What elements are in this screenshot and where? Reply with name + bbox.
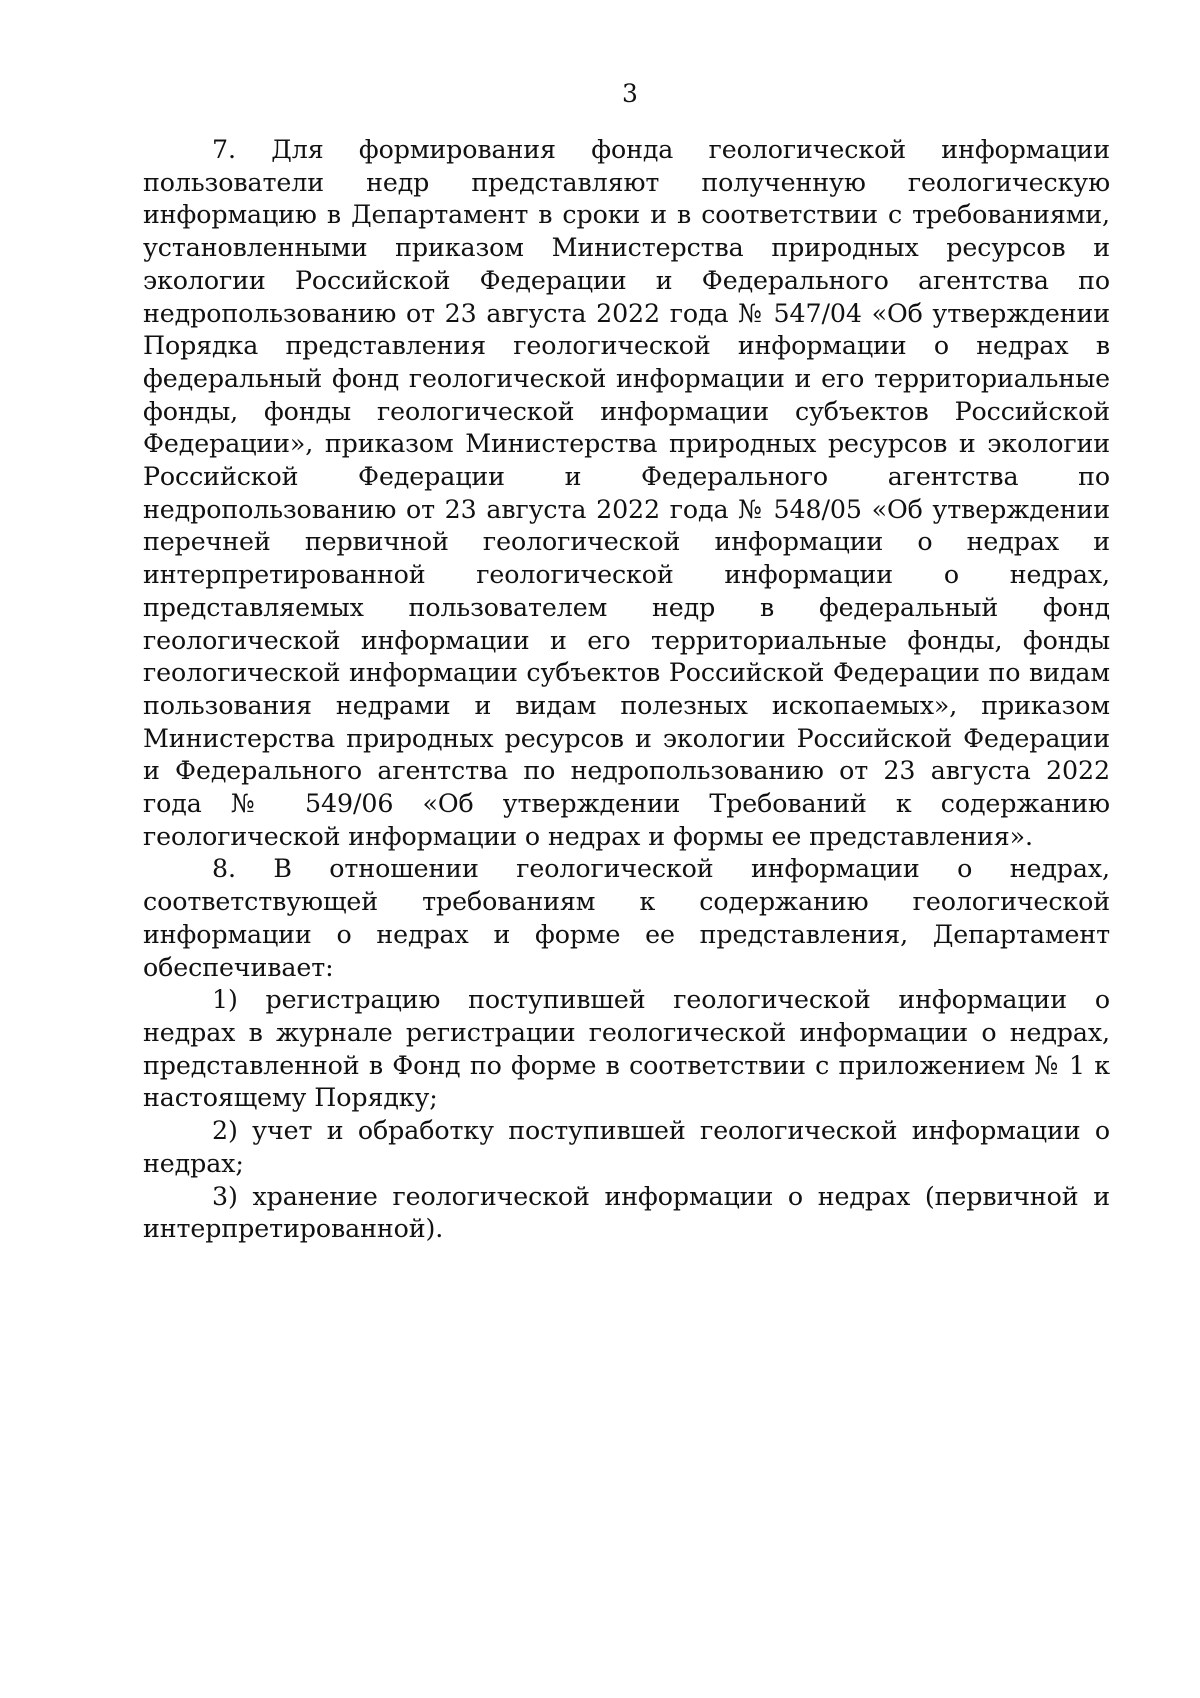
list-item-1: 1) регистрацию поступившей геологической информации о недрах в журнале регистрации геологической информации о недрах, представленной в Фонд по форме в соответствии с приложением № 1 к настоящему Порядку;	[143, 985, 1110, 1113]
paragraph-7: 7. Для формирования фонда геологической информации пользователи недр представляют полученную геологическую информацию в Департамент в сроки и в соответствии с требованиями, установленными приказом Министерства природных ресурсов и экологии Российской Федерации и Федерального агентства по недропользованию от 23 августа 2022 года № 547/04 «Об утверждении Порядка представления геологической информации о недрах в федеральный фонд геологической информации и его территориальные фонды, фонды геологической информации субъектов Российской Федерации», приказом Министерства природных ресурсов и экологии Российской Федерации и Федерального агентства по недропользованию от 23 августа 2022 года № 548/05 «Об утверждении перечней первичной геологической информации о недрах и интерпретированной геологической информации о недрах, представляемых пользователем недр в федеральный фонд геологической информации и его территориальные фонды, фонды геологической информации субъектов Российской Федерации по видам пользования недрами и видам полезных ископаемых», приказом Министерства природных ресурсов и экологии Российской Федерации и Федерального агентства по недропользованию от 23 августа 2022 года № 549/06 «Об утверждении Требований к содержанию геологической информации о недрах и формы ее представления».	[143, 135, 1110, 851]
document-body	[143, 134, 1110, 1246]
page-number: 3	[622, 79, 638, 108]
list-item-3: 3) хранение геологической информации о недрах (первичной и интерпретированной).	[143, 1181, 1110, 1244]
list-item-2: 2) учет и обработку поступившей геологической информации о недрах;	[143, 1116, 1110, 1178]
paragraph-8: 8. В отношении геологической информации о недрах, соответствующей требованиям к содержанию геологической информации о недрах и форме ее представления, Департамент обеспечивает:	[143, 854, 1110, 982]
